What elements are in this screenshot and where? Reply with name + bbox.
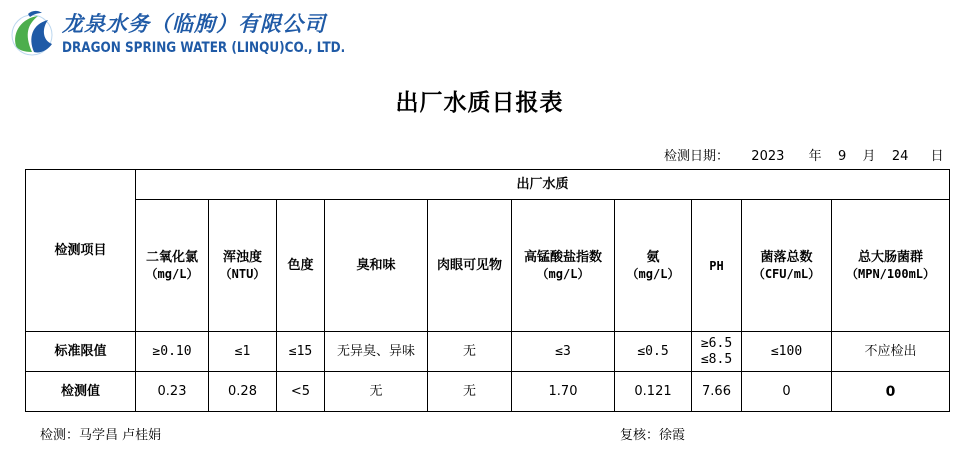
table-cell bbox=[692, 332, 742, 372]
inspector-signature: 检测：马学昌 卢桂娟 bbox=[40, 428, 162, 443]
table-cell: 0 bbox=[832, 372, 950, 412]
column-header-row bbox=[26, 200, 950, 332]
item-header: 检测项目 bbox=[26, 170, 136, 332]
group-header: 出厂水质 bbox=[136, 170, 950, 200]
date-day-unit: 日 bbox=[930, 149, 944, 164]
date-year-unit: 年 bbox=[808, 149, 822, 164]
table-cell: 无异臭、异味 bbox=[325, 332, 428, 372]
column-header: PH bbox=[692, 200, 742, 332]
date-label: 检测日期： bbox=[664, 149, 730, 164]
table-cell: 不应检出 bbox=[832, 332, 950, 372]
table-row bbox=[26, 332, 950, 372]
table-cell: ≤0.5 bbox=[615, 332, 692, 372]
table-cell: 0.23 bbox=[136, 372, 209, 412]
date-day: 24 bbox=[891, 149, 909, 164]
reviewer-signature: 复核：徐霞 bbox=[620, 428, 686, 443]
table-cell: 1.70 bbox=[512, 372, 615, 412]
column-header: 二氧化氯 （mg/L） bbox=[136, 200, 209, 332]
table-cell: ≤1 bbox=[209, 332, 277, 372]
column-header: 菌落总数 （CFU/mL） bbox=[742, 200, 832, 332]
table-row bbox=[26, 372, 950, 412]
ph-upper: ≤8.5 bbox=[700, 351, 733, 367]
table-cell: 0.121 bbox=[615, 372, 692, 412]
measured-label: 检测值 bbox=[26, 372, 136, 412]
standard-label: 标准限值 bbox=[26, 332, 136, 372]
column-header: 高锰酸盐指数 （mg/L） bbox=[512, 200, 615, 332]
column-header: 总大肠菌群 （MPN/100mL） bbox=[832, 200, 950, 332]
company-name-cn: 龙泉水务（临朐）有限公司 bbox=[62, 11, 326, 36]
table-cell: 0.28 bbox=[209, 372, 277, 412]
table-cell: ≤15 bbox=[277, 332, 325, 372]
table-cell: <5 bbox=[277, 372, 325, 412]
table-cell: 无 bbox=[428, 332, 512, 372]
column-header: 浑浊度 （NTU） bbox=[209, 200, 277, 332]
water-quality-table bbox=[25, 169, 950, 412]
date-year: 2023 bbox=[751, 149, 785, 164]
column-header: 氨 （mg/L） bbox=[615, 200, 692, 332]
table-cell: 无 bbox=[428, 372, 512, 412]
table-cell: ≥0.10 bbox=[136, 332, 209, 372]
table-cell: 7.66 bbox=[692, 372, 742, 412]
date-month-unit: 月 bbox=[862, 149, 876, 164]
table-cell: ≤3 bbox=[512, 332, 615, 372]
table-cell: 无 bbox=[325, 372, 428, 412]
table-cell: ≤100 bbox=[742, 332, 832, 372]
column-header: 色度 bbox=[277, 200, 325, 332]
column-header: 肉眼可见物 bbox=[428, 200, 512, 332]
table-cell: 0 bbox=[742, 372, 832, 412]
report-title: 出厂水质日报表 bbox=[395, 89, 564, 116]
column-header: 臭和味 bbox=[325, 200, 428, 332]
company-logo bbox=[8, 8, 56, 58]
company-name-en: DRAGON SPRING WATER (LINQU)CO., LTD. bbox=[62, 40, 346, 56]
ph-lower: ≥6.5 bbox=[700, 335, 733, 351]
date-month: 9 bbox=[837, 149, 847, 164]
inspection-date bbox=[664, 145, 944, 164]
